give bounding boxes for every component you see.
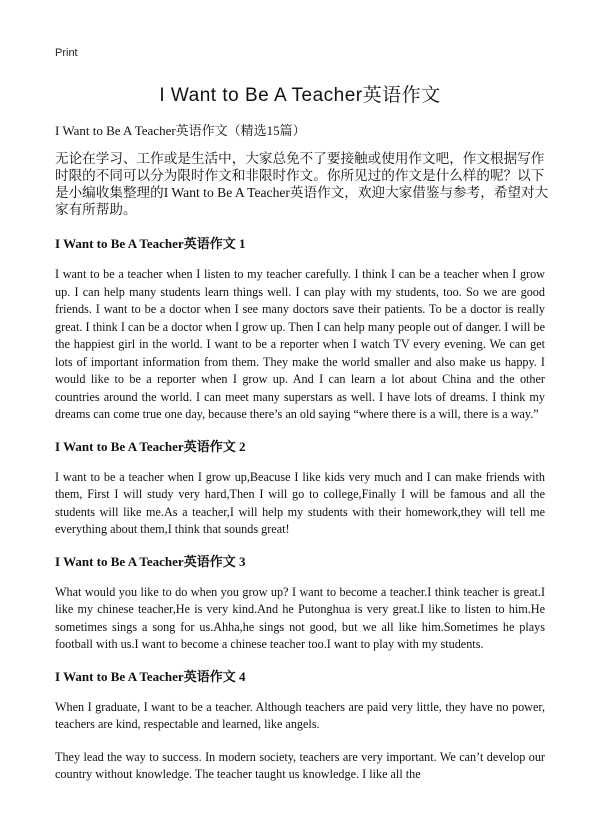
essay-section <box>55 236 545 424</box>
essay-section <box>55 439 545 539</box>
essay-section <box>55 554 545 654</box>
section-paragraph: When I graduate, I want to be a teacher. Although teachers are paid very little, they have no power, teachers are kind, respectable and learned, like angels. <box>55 699 545 731</box>
section-heading: I Want to Be A Teacher英语作文 2 <box>55 438 246 454</box>
document-subtitle: I Want to Be A Teacher英语作文（精选15篇） <box>55 123 306 138</box>
document-title: I Want to Be A Teacher英语作文 <box>159 85 441 106</box>
section-paragraph: What would you like to do when you grow up? I want to become a teacher.I think teacher is great.I like my chinese teacher,He is very kind.And he Putonghua is very great.I like to listen to him.He sometimes sings a song for us.Ahha,he sings not good, but we all like him.Sometimes he plays football with us.I want to become a chinese teacher too.I want to play with my students. <box>55 584 545 651</box>
essay-section <box>55 669 545 784</box>
section-heading: I Want to Be A Teacher英语作文 1 <box>55 236 246 251</box>
print-link[interactable]: Print <box>55 47 78 59</box>
section-paragraph: They lead the way to success. In modern society, teachers are very important. We can’t develop our country without knowledge. The teacher taught us knowledge. I like all the <box>55 749 545 781</box>
section-paragraph: I want to be a teacher when I listen to my teacher carefully. I think I can be a teacher when I grow up. I can help many students learn things well. I can play with my students, too. So we are good friends. I want to be a doctor when I see many doctors save their patients. To be a doctor is really great. I think I can be a doctor when I grow up. Then I can help many people out of danger. I will be the happiest girl in the world. I want to be a reporter when I watch TV every evening. We can get lots of important information from them. They make the world smaller and also make us happy. I would like to be a reporter when I grow up. And I can learn a lot about China and the other countries around the world. I can meet many superstars as well. I have lots of dreams. I think my dreams can come true one day, because there’s an old saying “where there is a will, there is a way.” <box>55 267 545 421</box>
intro-paragraph: 无论在学习、工作或是生活中，大家总免不了要接触或使用作文吧，作文根据写作时限的不同可以分为限时作文和非限时作文。你所见过的作文是什么样的呢？以下是小编收集整理的I Want to Be A Teacher英语作文，欢迎大家借鉴与参考，希望对大家有所帮助。 <box>55 151 549 217</box>
section-paragraph: I want to be a teacher when I grow up,Beacuse I like kids very much and I can make friends with them, First I will study very hard,Then I will go to college,Finally I will be famous and all the students will like me.As a teacher,I will help my students with their homework,they will tell me everything about them,I think that sounds great! <box>55 469 545 536</box>
section-heading: I Want to Be A Teacher英语作文 4 <box>55 668 246 684</box>
essay-content <box>55 236 545 799</box>
section-heading: I Want to Be A Teacher英语作文 3 <box>55 553 246 569</box>
